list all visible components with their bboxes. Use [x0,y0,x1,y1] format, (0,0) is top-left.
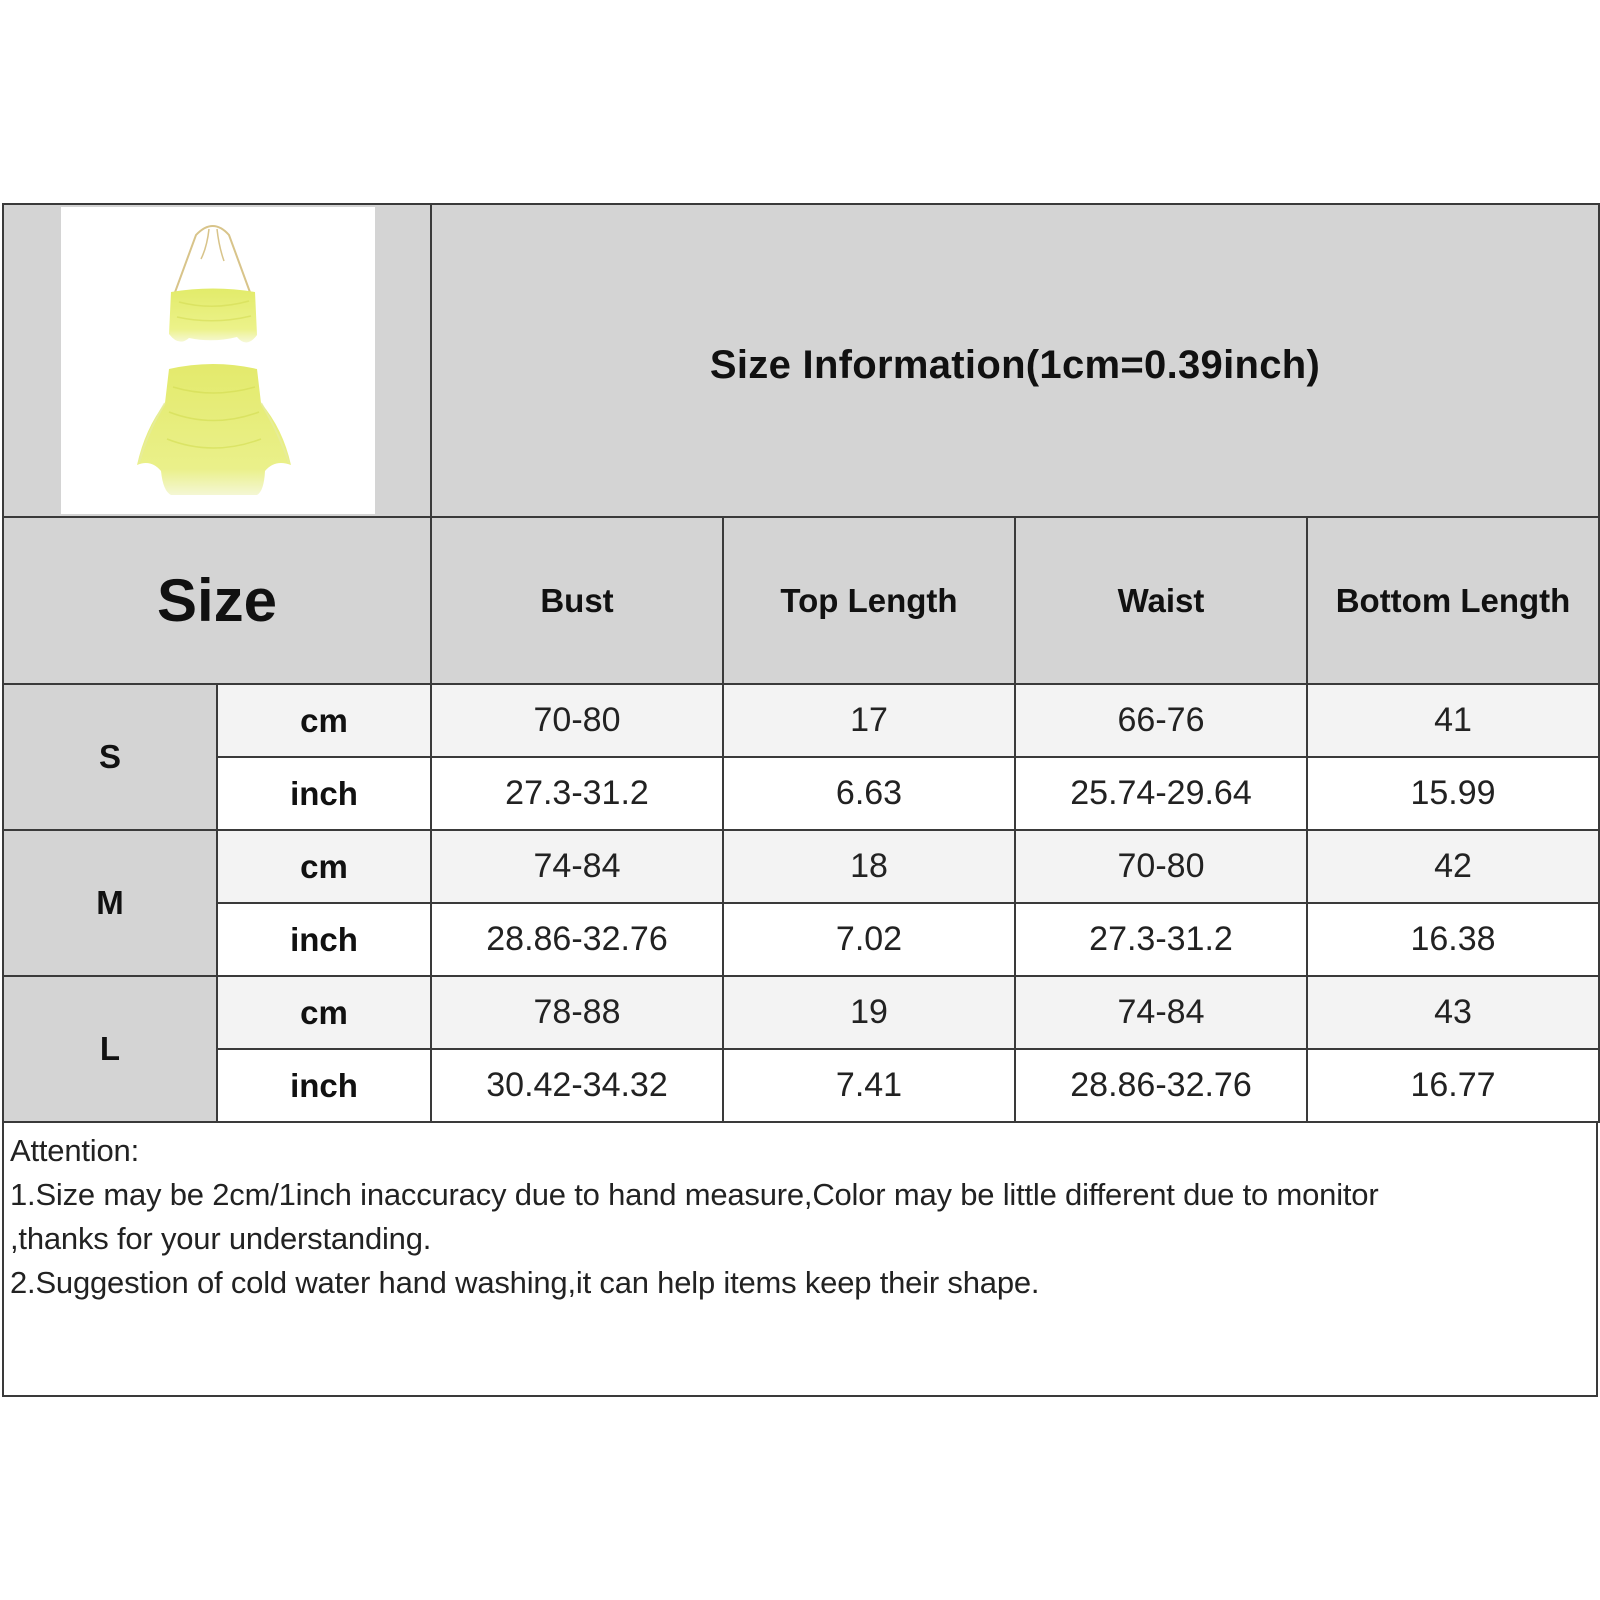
bottom-length-value: 42 [1307,830,1599,903]
product-image-cell [3,204,431,517]
table-row [3,757,1599,830]
unit-label: cm [217,684,431,757]
table-row [3,684,1599,757]
unit-label: inch [217,757,431,830]
size-label-l: L [3,976,217,1122]
top-length-value: 17 [723,684,1015,757]
table-row [3,976,1599,1049]
bust-value: 30.42-34.32 [431,1049,723,1122]
waist-value: 28.86-32.76 [1015,1049,1307,1122]
bust-value: 70-80 [431,684,723,757]
bust-value: 78-88 [431,976,723,1049]
column-header-bottom-length: Bottom Length [1307,517,1599,684]
waist-value: 27.3-31.2 [1015,903,1307,976]
column-header-waist: Waist [1015,517,1307,684]
bottom-length-value: 16.38 [1307,903,1599,976]
bust-value: 74-84 [431,830,723,903]
bust-value: 27.3-31.2 [431,757,723,830]
waist-value: 25.74-29.64 [1015,757,1307,830]
unit-label: cm [217,830,431,903]
column-header-bust: Bust [431,517,723,684]
note-line-1-continued: ,thanks for your understanding. [10,1221,432,1256]
table-row [3,903,1599,976]
waist-value: 70-80 [1015,830,1307,903]
top-length-value: 19 [723,976,1015,1049]
bust-value: 28.86-32.76 [431,903,723,976]
bottom-length-value: 41 [1307,684,1599,757]
waist-value: 74-84 [1015,976,1307,1049]
unit-label: inch [217,1049,431,1122]
bottom-length-value: 16.77 [1307,1049,1599,1122]
top-length-value: 18 [723,830,1015,903]
size-column-heading: Size [3,517,431,684]
notes-heading: Attention: [10,1133,139,1168]
bottom-length-value: 43 [1307,976,1599,1049]
unit-label: cm [217,976,431,1049]
product-photo [61,207,375,514]
note-line-2: 2.Suggestion of cold water hand washing,it can help items keep their shape. [10,1265,1040,1300]
column-header-top-length: Top Length [723,517,1015,684]
unit-label: inch [217,903,431,976]
size-table [2,203,1600,1123]
table-row [3,830,1599,903]
waist-value: 66-76 [1015,684,1307,757]
top-length-value: 7.02 [723,903,1015,976]
table-row [3,1049,1599,1122]
size-label-m: M [3,830,217,976]
attention-notes [2,1121,1598,1397]
top-length-value: 6.63 [723,757,1015,830]
chart-title: Size Information(1cm=0.39inch) [431,204,1599,517]
top-length-value: 7.41 [723,1049,1015,1122]
size-chart [2,203,1598,1397]
size-label-s: S [3,684,217,830]
bottom-length-value: 15.99 [1307,757,1599,830]
garment-illustration [61,207,375,514]
note-line-1: 1.Size may be 2cm/1inch inaccuracy due to hand measure,Color may be little different due to monitor [10,1177,1379,1212]
